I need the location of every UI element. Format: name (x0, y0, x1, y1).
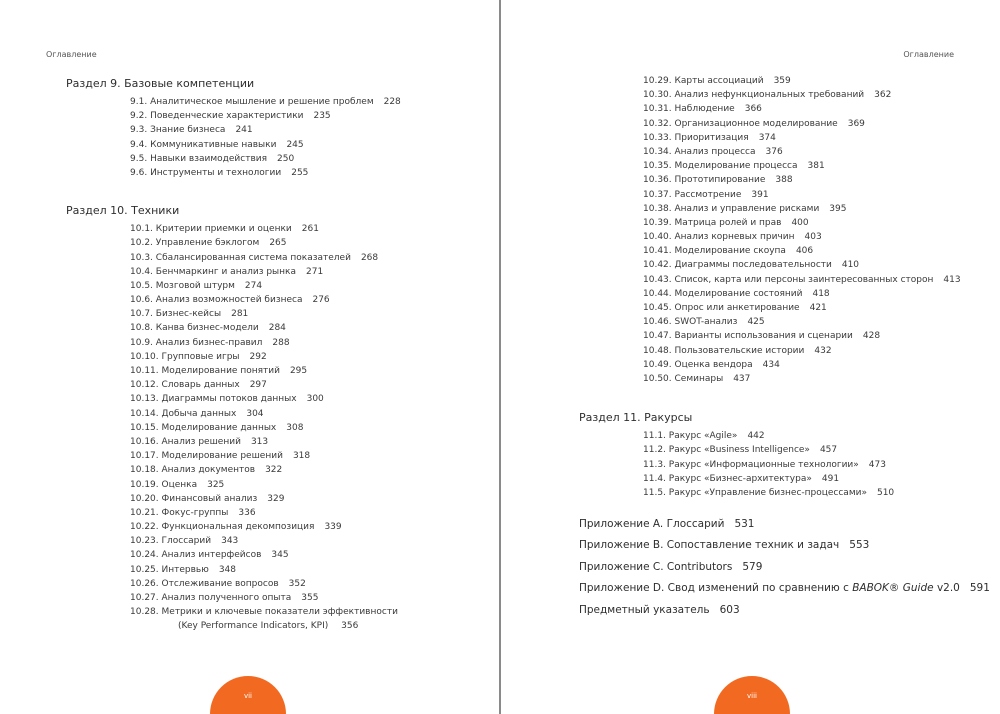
entry-title: SWOT-анализ (674, 317, 738, 328)
appendix-d-title: Приложение D. Свод изменений по сравнению с (579, 582, 849, 595)
entry-title: Ракурс «Business Intelligence» (668, 445, 810, 456)
entry-number: 10.10. (130, 351, 159, 362)
section-9-list (66, 95, 401, 180)
entry-title: Канва бизнес-модели (155, 323, 259, 334)
entry-title: Варианты использования и сценарии (674, 331, 853, 342)
entry-number: 11.2. (643, 445, 666, 456)
entry-page: 288 (272, 337, 290, 348)
entry-number: 9.6. (130, 167, 148, 178)
entry-title: Организационное моделирование (674, 118, 838, 129)
toc-entry[interactable] (66, 605, 401, 633)
toc-entry[interactable] (66, 251, 401, 265)
entry-number: 10.33. (643, 132, 672, 143)
entry-page: 432 (814, 345, 832, 356)
entry-title: Финансовый анализ (161, 493, 258, 504)
toc-entry[interactable] (66, 138, 401, 152)
entry-title-continued: (Key Performance Indicators, KPI) (178, 621, 329, 632)
entry-title: Анализ нефункциональных требований (674, 90, 865, 101)
entry-number: 10.50. (643, 373, 672, 384)
entry-page: 388 (775, 175, 793, 186)
entry-number: 10.36. (643, 175, 672, 186)
entry-number: 10.39. (643, 217, 672, 228)
entry-title: Карты ассоциаций (674, 76, 764, 86)
entry-number: 10.13. (130, 394, 159, 405)
entry-title: Аналитическое мышление и решение проблем (150, 97, 374, 107)
entry-title: Оценка вендора (674, 359, 753, 370)
entry-title: Анализ корневых причин (674, 232, 795, 243)
entry-number: 9.3. (130, 125, 148, 136)
entry-number: 10.16. (130, 436, 159, 447)
entry-number: 10.23. (130, 536, 159, 547)
entry-number: 11.4. (643, 473, 666, 484)
entry-title: Пользовательские истории (674, 345, 805, 356)
entry-page: 491 (821, 473, 840, 484)
entry-page: 318 (292, 451, 311, 462)
entry-page: 376 (765, 146, 783, 157)
entry-title: Диаграммы последовательности (674, 260, 832, 271)
entry-number: 10.49. (643, 359, 672, 370)
entry-title: Матрица ролей и прав (674, 217, 782, 228)
entry-number: 10.47. (643, 331, 672, 342)
toc-entry[interactable] (579, 188, 990, 202)
folio-badge (714, 676, 790, 714)
folio-number: viii (747, 692, 757, 700)
entry-title: Анализ документов (161, 465, 256, 476)
entry-title: Поведенческие характеристики (150, 111, 304, 122)
entry-number: 10.44. (643, 288, 672, 299)
entry-page: 437 (733, 373, 751, 384)
toc-entry[interactable] (579, 173, 990, 187)
entry-page: 271 (306, 266, 324, 277)
toc-entry[interactable] (66, 236, 401, 250)
entry-page: 359 (773, 76, 791, 86)
entry-title: Коммуникативные навыки (150, 139, 277, 150)
entry-title: Диаграммы потоков данных (161, 394, 297, 405)
entry-number: 10.9. (130, 337, 153, 348)
toc-entry[interactable] (579, 244, 990, 258)
toc-entry[interactable] (66, 548, 401, 562)
toc-left (66, 72, 401, 633)
entry-number: 10.31. (643, 104, 672, 115)
entry-number: 11.5. (643, 487, 666, 498)
toc-entry[interactable] (579, 443, 990, 457)
entry-number: 10.1. (130, 224, 153, 235)
entry-title: Опрос или анкетирование (674, 303, 800, 313)
entry-title: Анализ возможностей бизнеса (155, 295, 303, 306)
entry-title: Наблюдение (674, 104, 735, 115)
entry-page: 339 (324, 522, 342, 533)
entry-title: Моделирование решений (161, 451, 283, 462)
entry-page: 413 (943, 274, 961, 285)
entry-number: 10.29. (643, 76, 672, 86)
toc-entry[interactable] (66, 534, 401, 548)
entry-title: Анализ решений (161, 436, 241, 447)
toc-entry[interactable] (66, 336, 401, 350)
entry-number: 11.3. (643, 459, 666, 470)
entry-title: Ракурс «Информационные технологии» (668, 459, 859, 470)
entry-title: Анализ полученного опыта (161, 593, 292, 603)
entry-page: 434 (762, 359, 780, 370)
section-10-title[interactable]: Раздел 10. Техники (66, 204, 180, 218)
entry-number: 10.11. (130, 366, 159, 376)
entry-page: 261 (301, 224, 319, 235)
entry-title: Анализ и управление рисками (674, 203, 820, 214)
toc-right (579, 74, 990, 621)
entry-page: 352 (288, 578, 306, 589)
running-head: Оглавление (46, 50, 97, 59)
subject-index[interactable] (579, 600, 990, 621)
entry-page: 292 (249, 351, 267, 362)
entry-title: Бенчмаркинг и анализ рынка (155, 266, 296, 277)
entry-number: 10.3. (130, 252, 153, 263)
entry-title: Ракурс «Agile» (668, 431, 738, 442)
toc-entry[interactable] (579, 102, 990, 116)
entry-number: 10.6. (130, 295, 153, 306)
entry-title: Фокус-группы (161, 507, 229, 518)
toc-entry[interactable] (66, 307, 401, 321)
toc-entry[interactable] (579, 344, 990, 358)
entry-page: 284 (268, 323, 286, 334)
entry-number: 11.1. (643, 431, 666, 442)
entry-number: 10.21. (130, 507, 159, 518)
appendix-d-title-suffix: v2.0 (936, 582, 960, 595)
entry-number: 10.32. (643, 118, 672, 129)
entry-title: Моделирование скоупа (674, 246, 786, 257)
left-page (0, 0, 499, 714)
toc-entry[interactable] (66, 265, 401, 279)
entry-page: 300 (306, 394, 324, 405)
entry-page: 369 (847, 118, 865, 129)
appendix-c[interactable] (579, 557, 990, 578)
entry-title: Ракурс «Управление бизнес-процессами» (668, 487, 867, 498)
toc-entry[interactable] (66, 321, 401, 335)
entry-number: 10.26. (130, 578, 159, 589)
entry-title: Мозговой штурм (155, 280, 235, 291)
entry-title: Функциональная декомпозиция (161, 522, 315, 533)
entry-number: 10.30. (643, 90, 672, 101)
entry-number: 10.34. (643, 146, 672, 157)
toc-entry[interactable] (579, 372, 990, 386)
entry-page: 457 (819, 445, 838, 456)
toc-entry[interactable] (66, 364, 401, 378)
appendix-a-title: Приложение A. Глоссарий (579, 518, 725, 531)
entry-title: Оценка (161, 479, 198, 490)
entry-number: 9.2. (130, 111, 148, 122)
toc-entry[interactable] (66, 478, 401, 492)
toc-entry[interactable] (66, 293, 401, 307)
entry-page: 391 (751, 189, 769, 200)
entry-title: Анализ бизнес-правил (155, 337, 263, 348)
toc-entry[interactable] (579, 301, 990, 315)
entry-title: Ракурс «Бизнес-архитектура» (668, 473, 812, 484)
entry-number: 9.1. (130, 97, 148, 107)
entry-number: 10.37. (643, 189, 672, 200)
toc-entry[interactable] (66, 279, 401, 293)
entry-page: 281 (231, 309, 249, 320)
toc-entry[interactable] (66, 152, 401, 166)
toc-entry[interactable] (579, 117, 990, 131)
entry-page: 410 (841, 260, 860, 271)
entry-page: 355 (301, 593, 319, 603)
entry-page: 274 (244, 280, 263, 291)
subject-index-page: 603 (719, 603, 740, 616)
section-11-title[interactable]: Раздел 11. Ракурсы (579, 411, 693, 425)
toc-entry[interactable] (579, 315, 990, 329)
entry-title: Инструменты и технологии (150, 167, 282, 178)
entry-title: Рассмотрение (674, 189, 742, 200)
entry-number: 10.4. (130, 266, 153, 277)
subject-index-title: Предметный указатель (579, 603, 710, 616)
entry-page: 343 (221, 536, 239, 547)
toc-entry[interactable] (579, 216, 990, 230)
toc-entry[interactable] (66, 492, 401, 506)
appendix-c-title: Приложение C. Contributors (579, 560, 733, 573)
section-10-continued-list (579, 74, 990, 386)
toc-entry[interactable] (66, 449, 401, 463)
appendix-b[interactable] (579, 535, 990, 556)
entry-number: 10.40. (643, 232, 672, 243)
entry-number: 10.17. (130, 451, 159, 462)
entry-number: 10.12. (130, 380, 159, 391)
toc-entry[interactable] (66, 109, 401, 123)
toc-entry[interactable] (66, 392, 401, 406)
entry-page: 406 (795, 246, 814, 257)
entry-page: 425 (747, 317, 765, 328)
entry-title: Моделирование понятий (161, 366, 280, 376)
entry-page: 395 (829, 203, 847, 214)
entry-page: 313 (250, 436, 269, 447)
entry-title: Словарь данных (161, 380, 240, 391)
entry-number: 10.41. (643, 246, 672, 257)
entry-number: 10.19. (130, 479, 159, 490)
entry-page: 329 (267, 493, 285, 504)
appendix-a-page: 531 (734, 518, 755, 531)
entry-title: Анализ процесса (674, 146, 756, 157)
entry-title: Сбалансированная система показателей (155, 252, 351, 263)
entry-number: 10.20. (130, 493, 159, 504)
entry-page: 250 (277, 153, 295, 164)
entry-page: 276 (312, 295, 330, 306)
entry-number: 10.42. (643, 260, 672, 271)
toc-entry[interactable] (579, 329, 990, 343)
toc-entry[interactable] (579, 131, 990, 145)
toc-entry[interactable] (66, 577, 401, 591)
folio-number: vii (243, 692, 253, 700)
entry-page: 322 (265, 465, 283, 476)
toc-entry[interactable] (579, 202, 990, 216)
entry-title: Навыки взаимодействия (150, 153, 268, 164)
entry-number: 10.45. (643, 303, 672, 313)
entry-title: Глоссарий (161, 536, 212, 547)
entry-page: 403 (804, 232, 822, 243)
entry-number: 10.46. (643, 317, 672, 328)
section-11-list (579, 429, 990, 500)
appendix-b-page: 553 (849, 539, 870, 552)
entry-page: 381 (807, 161, 825, 172)
entry-title: Анализ интерфейсов (161, 550, 262, 561)
entry-page: 228 (383, 97, 401, 107)
entry-title: Критерии приемки и оценки (155, 224, 292, 235)
toc-entry[interactable] (579, 88, 990, 102)
toc-entry[interactable] (66, 123, 401, 137)
entry-page: 374 (758, 132, 776, 143)
entry-page: 473 (868, 459, 886, 470)
entry-title: Приоритизация (674, 132, 749, 143)
toc-entry[interactable] (66, 435, 401, 449)
entry-page: 428 (862, 331, 881, 342)
entry-page: 235 (313, 111, 331, 122)
entry-title: Моделирование данных (161, 422, 277, 433)
entry-page: 308 (286, 422, 304, 433)
toc-entry[interactable] (579, 145, 990, 159)
entry-page: 510 (876, 487, 895, 498)
toc-entry[interactable] (66, 563, 401, 577)
toc-entry[interactable] (66, 506, 401, 520)
entry-title: Добыча данных (161, 408, 237, 419)
entry-page: 400 (791, 217, 809, 228)
toc-entry[interactable] (66, 421, 401, 435)
toc-entry[interactable] (66, 378, 401, 392)
entry-page: 345 (271, 550, 289, 561)
entry-page: 265 (269, 238, 287, 249)
entry-number: 10.43. (643, 274, 672, 285)
entry-number: 10.14. (130, 408, 159, 419)
appendix-b-title: Приложение B. Сопоставление техник и задач (579, 539, 840, 552)
entry-number: 10.25. (130, 564, 159, 575)
folio-badge (210, 676, 286, 714)
entry-number: 10.28. (130, 607, 159, 618)
toc-entry[interactable] (579, 458, 990, 472)
entry-number: 10.2. (130, 238, 153, 249)
entry-page: 304 (246, 408, 264, 419)
entry-title: Метрики и ключевые показатели эффективности (161, 607, 398, 618)
entry-page: 366 (744, 104, 762, 115)
toc-entry[interactable] (66, 222, 401, 236)
entry-title: Моделирование процесса (674, 161, 798, 172)
appendix-d-page: 591 (969, 582, 990, 595)
entry-page: 268 (360, 252, 379, 263)
entry-page: 336 (238, 507, 256, 518)
toc-entry[interactable] (579, 159, 990, 173)
section-9-title[interactable]: Раздел 9. Базовые компетенции (66, 77, 255, 90)
toc-entry[interactable] (579, 258, 990, 272)
entry-page: 356 (341, 621, 359, 632)
appendix-d[interactable] (579, 578, 990, 599)
toc-entry[interactable] (579, 472, 990, 486)
entry-page: 295 (289, 366, 308, 376)
entry-title: Групповые игры (161, 351, 240, 362)
appendix-c-page: 579 (742, 560, 763, 573)
toc-entry[interactable] (66, 350, 401, 364)
entry-number: 10.8. (130, 323, 153, 334)
toc-entry[interactable] (579, 287, 990, 301)
toc-entry[interactable] (579, 230, 990, 244)
entry-number: 10.24. (130, 550, 159, 561)
entry-title: Бизнес-кейсы (155, 309, 222, 320)
entry-number: 10.27. (130, 593, 159, 603)
toc-entry[interactable] (66, 166, 401, 180)
entry-number: 10.18. (130, 465, 159, 476)
entry-title: Семинары (674, 373, 724, 384)
entry-title: Моделирование состояний (674, 288, 803, 299)
toc-entry[interactable] (66, 591, 401, 605)
appendix-d-title-italic: BABOK® Guide (852, 582, 934, 595)
toc-entry[interactable] (579, 74, 990, 88)
entry-page: 245 (286, 139, 304, 150)
entry-number: 9.4. (130, 139, 148, 150)
entry-page: 255 (291, 167, 309, 178)
entry-number: 10.22. (130, 522, 159, 533)
right-page (501, 0, 1000, 714)
section-10-list (66, 222, 401, 605)
toc-entry[interactable] (579, 429, 990, 443)
toc-entry[interactable] (66, 407, 401, 421)
entry-page: 297 (249, 380, 267, 391)
entry-title: Отслеживание вопросов (161, 578, 279, 589)
entry-number: 10.7. (130, 309, 153, 320)
toc-entry[interactable] (579, 358, 990, 372)
toc-entry[interactable] (66, 463, 401, 477)
toc-entry[interactable] (66, 520, 401, 534)
toc-entry[interactable] (66, 95, 401, 109)
entry-page: 348 (218, 564, 236, 575)
running-head: Оглавление (903, 50, 954, 59)
entry-number: 10.35. (643, 161, 672, 172)
entry-page: 442 (747, 431, 765, 442)
entry-number: 10.5. (130, 280, 153, 291)
entry-title: Интервью (161, 564, 209, 575)
entry-page: 362 (874, 90, 892, 101)
entry-title: Управление бэклогом (155, 238, 260, 249)
entry-number: 9.5. (130, 153, 148, 164)
entry-number: 10.48. (643, 345, 672, 356)
appendix-a[interactable] (579, 514, 990, 535)
entry-title: Знание бизнеса (150, 125, 226, 136)
entry-page: 418 (812, 288, 830, 299)
entry-page: 241 (235, 125, 253, 136)
entry-number: 10.38. (643, 203, 672, 214)
entry-page: 325 (207, 479, 225, 490)
entry-number: 10.15. (130, 422, 159, 433)
toc-entry[interactable] (579, 273, 990, 287)
entry-page: 421 (809, 303, 827, 313)
toc-entry[interactable] (579, 486, 990, 500)
entry-title: Список, карта или персоны заинтересованных сторон (674, 274, 934, 285)
entry-title: Прототипирование (674, 175, 766, 186)
